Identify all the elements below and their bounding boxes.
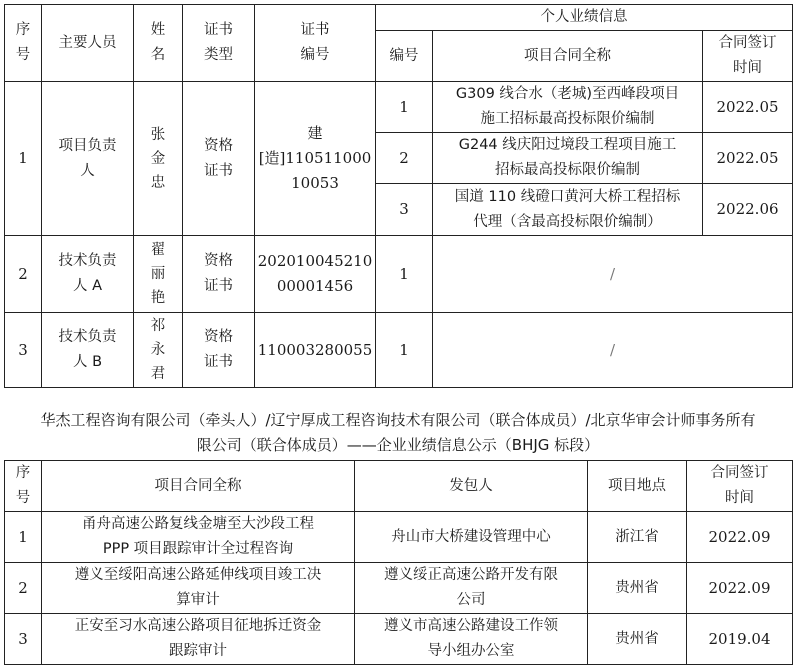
row-name [134, 82, 183, 236]
row-location: 贵州省 [588, 563, 687, 614]
perf-project-line: 国道 110 线磴口黄河大桥工程招标 [454, 188, 681, 205]
row-cert-no-line: 202010045210 [257, 252, 373, 270]
row-name [134, 236, 183, 313]
header-cert-no-line: 证书 [300, 22, 330, 38]
row-role [42, 313, 134, 388]
table-row [5, 614, 793, 665]
company-performance-caption [4, 408, 792, 458]
row-date: 2022.09 [687, 512, 793, 563]
row-seq: 3 [5, 313, 42, 388]
row-client-line: 舟山市大桥建设管理中心 [391, 528, 551, 545]
perf-project-empty: / [433, 313, 793, 388]
header-cert-type [183, 5, 255, 82]
row-project-line: PPP 项目跟踪审计全过程咨询 [102, 541, 294, 557]
header-cert-no [255, 5, 376, 82]
perf-project-line: 代理（含最高投标限价编制） [473, 213, 662, 230]
header-seq [5, 5, 42, 82]
row-role-line: 技术负责 [58, 329, 117, 345]
row-cert-no-line: 建 [307, 124, 323, 142]
row-project-line: 正安至习水高速公路项目征地拆迁资金 [74, 618, 322, 634]
row-cert-type [183, 313, 255, 388]
header-name [134, 5, 183, 82]
perf-no: 1 [376, 82, 433, 133]
header-perf-no: 编号 [376, 31, 433, 82]
row-cert-no-line: 10053 [291, 174, 339, 192]
header-seq-line: 序 [15, 22, 31, 38]
header-name-line: 名 [150, 47, 166, 63]
header-client: 发包人 [355, 461, 588, 512]
perf-date: 2022.05 [703, 133, 793, 184]
row-name-char: 翟 [150, 242, 166, 258]
header-cert-no-line: 编号 [300, 47, 330, 63]
row-cert-no [255, 236, 376, 313]
header-seq-line: 号 [15, 490, 31, 506]
header-perf-date-line: 合同签订 [718, 35, 777, 51]
header-project: 项目合同全称 [42, 461, 355, 512]
row-client-line: 遵义绥正高速公路开发有限 [384, 567, 558, 583]
table-row [5, 512, 793, 563]
header-role: 主要人员 [42, 5, 134, 82]
row-cert-type-line: 资格 [204, 253, 233, 269]
header-seq [5, 461, 42, 512]
row-project [42, 614, 355, 665]
row-cert-no-line: 00001456 [276, 277, 354, 295]
table-row [5, 563, 793, 614]
row-location: 贵州省 [588, 614, 687, 665]
perf-project-line: 施工招标最高投标限价编制 [480, 111, 655, 127]
header-perf-date [703, 31, 793, 82]
perf-no: 1 [376, 236, 433, 313]
header-date [687, 461, 793, 512]
row-name-char: 祁 [150, 318, 166, 334]
row-cert-type-line: 资格 [204, 137, 233, 154]
row-seq: 2 [5, 236, 42, 313]
header-name-line: 姓 [150, 22, 166, 38]
perf-project-line: G244 线庆阳过境段工程项目施工 [458, 137, 677, 153]
perf-no: 2 [376, 133, 433, 184]
header-seq-line: 序 [15, 465, 31, 481]
row-role [42, 236, 134, 313]
perf-no: 1 [376, 313, 433, 388]
header-location: 项目地点 [588, 461, 687, 512]
row-role [42, 82, 134, 236]
row-role-line: 人 B [72, 354, 103, 370]
table-row [5, 236, 793, 313]
table-row [5, 82, 793, 133]
row-cert-type [183, 82, 255, 236]
row-name-char: 永 [150, 342, 166, 358]
row-role-line: 技术负责 [58, 253, 117, 269]
header-performance-group: 个人业绩信息 [376, 5, 793, 31]
row-name-char: 艳 [150, 290, 166, 306]
row-role-line: 项目负责 [58, 137, 117, 154]
row-client-line: 导小组办公室 [427, 643, 515, 659]
row-location: 浙江省 [588, 512, 687, 563]
row-project-line: 跟踪审计 [169, 643, 227, 659]
row-date: 2022.09 [687, 563, 793, 614]
header-date-line: 合同签订 [710, 465, 769, 481]
row-cert-type-line: 证书 [204, 162, 233, 179]
row-seq: 2 [5, 563, 42, 614]
row-cert-type-line: 证书 [204, 354, 233, 370]
perf-no: 3 [376, 184, 433, 236]
row-project [42, 563, 355, 614]
row-name-char: 丽 [150, 266, 166, 282]
row-client [355, 512, 588, 563]
row-project-line: 甬舟高速公路复线金塘至大沙段工程 [82, 516, 314, 532]
header-date-line: 时间 [725, 490, 754, 506]
caption-line: 限公司（联合体成员）——企业业绩信息公示（BHJG 标段） [196, 436, 600, 454]
perf-project-line: 招标最高投标限价编制 [495, 162, 640, 178]
row-project [42, 512, 355, 563]
row-role-line: 人 A [72, 278, 103, 294]
header-cert-type-line: 证书 [204, 22, 233, 38]
row-name-char: 金 [150, 150, 166, 167]
personnel-table [4, 4, 793, 388]
row-client [355, 614, 588, 665]
row-cert-no [255, 313, 376, 388]
row-client [355, 563, 588, 614]
row-cert-no-line: [造]110511000 [258, 149, 372, 167]
row-name-char: 忠 [150, 174, 166, 191]
table-row [5, 313, 793, 388]
perf-project [433, 184, 703, 236]
row-client-line: 遵义市高速公路建设工作领 [384, 618, 558, 634]
row-cert-type [183, 236, 255, 313]
row-seq: 1 [5, 82, 42, 236]
perf-project-line: G309 线合水（老城)至西峰段项目 [455, 86, 680, 102]
header-seq-line: 号 [15, 47, 31, 63]
row-cert-no [255, 82, 376, 236]
row-project-line: 遵义至绥阳高速公路延伸线项目竣工决 [74, 567, 322, 583]
header-perf-project: 项目合同全称 [433, 31, 703, 82]
perf-date: 2022.05 [703, 82, 793, 133]
row-date: 2019.04 [687, 614, 793, 665]
row-seq: 1 [5, 512, 42, 563]
company-performance-table [4, 460, 793, 665]
perf-date: 2022.06 [703, 184, 793, 236]
row-cert-no-line: 110003280055 [257, 340, 373, 359]
row-role-line: 人 [80, 162, 95, 179]
row-cert-type-line: 资格 [204, 329, 233, 345]
row-seq: 3 [5, 614, 42, 665]
header-perf-date-line: 时间 [733, 60, 763, 76]
row-project-line: 算审计 [176, 592, 220, 608]
perf-project [433, 82, 703, 133]
row-name-char: 君 [150, 366, 166, 382]
perf-project [433, 133, 703, 184]
caption-line: 华杰工程咨询有限公司（牵头人）/辽宁厚成工程咨询技术有限公司（联合体成员）/北京华审会计师事务所有 [40, 411, 756, 429]
row-name-char: 张 [150, 126, 166, 143]
row-cert-type-line: 证书 [204, 278, 233, 294]
perf-project-empty: / [433, 236, 793, 313]
row-client-line: 公司 [456, 592, 486, 608]
header-cert-type-line: 类型 [204, 47, 233, 63]
row-name [134, 313, 183, 388]
